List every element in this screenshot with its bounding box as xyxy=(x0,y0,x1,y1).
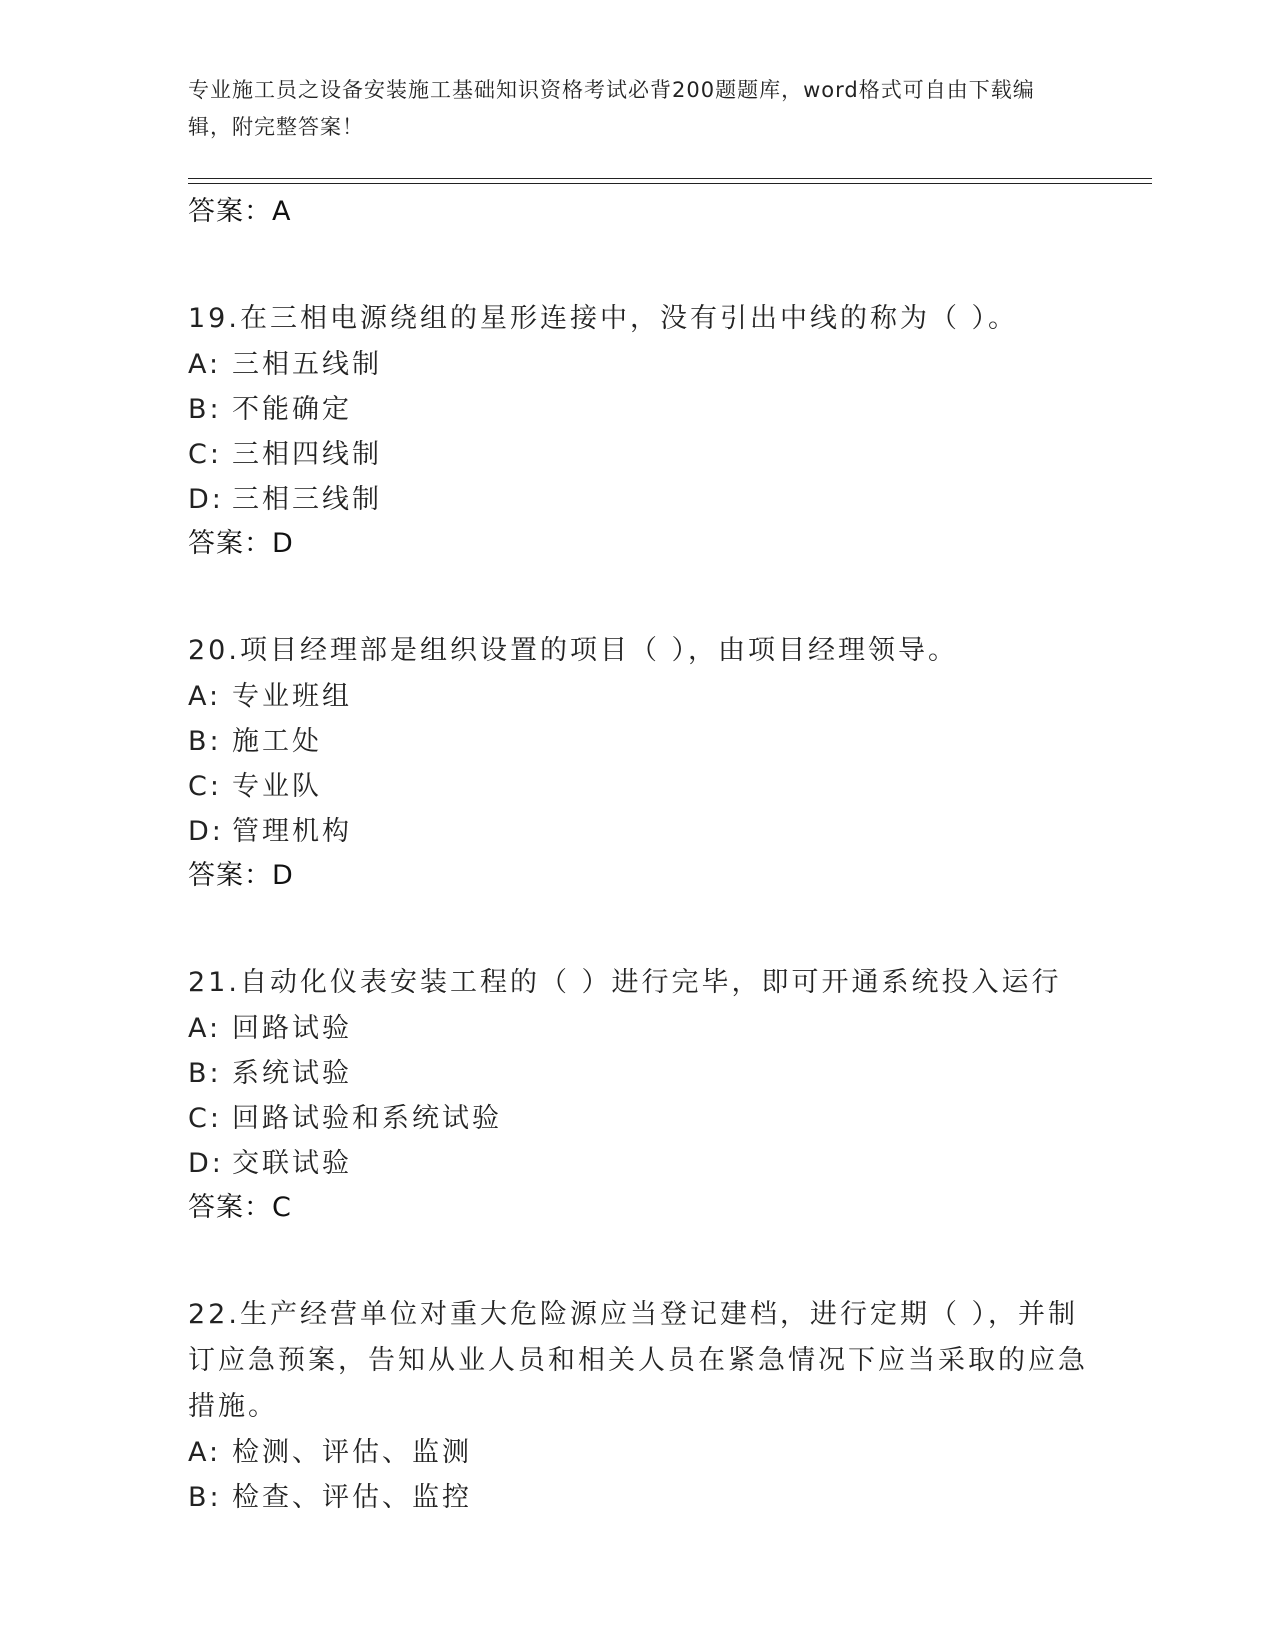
question-stem: 19.在三相电源绕组的星形连接中，没有引出中线的称为（ ）。 xyxy=(188,303,1019,334)
option-letter: C: xyxy=(188,439,222,470)
header-divider-bottom xyxy=(188,183,1152,184)
option-letter: D: xyxy=(188,484,224,515)
option-text: 检查、评估、监控 xyxy=(232,1482,472,1513)
option-a xyxy=(188,342,1088,387)
option-text: 检测、评估、监测 xyxy=(232,1437,472,1468)
option-text: 三相四线制 xyxy=(232,439,382,470)
option-letter: C: xyxy=(188,771,222,802)
option-a xyxy=(188,1430,1088,1475)
question-item xyxy=(188,1292,1088,1520)
answer-line: 答案：A xyxy=(188,196,292,227)
option-text: 专业队 xyxy=(232,771,322,802)
option-text: 回路试验 xyxy=(232,1013,352,1044)
option-d xyxy=(188,1141,1088,1186)
question-item xyxy=(188,628,1088,898)
question-item xyxy=(188,960,1088,1230)
option-b xyxy=(188,387,1088,432)
option-a xyxy=(188,1006,1088,1051)
option-d xyxy=(188,809,1088,854)
option-letter: B: xyxy=(188,726,222,757)
option-text: 三相五线制 xyxy=(232,349,382,380)
option-letter: B: xyxy=(188,1482,222,1513)
option-letter: C: xyxy=(188,1103,222,1134)
option-text: 不能确定 xyxy=(232,394,352,425)
option-d xyxy=(188,477,1088,522)
question-list xyxy=(188,190,1088,1520)
option-text: 交联试验 xyxy=(232,1148,352,1179)
option-letter: B: xyxy=(188,1058,222,1089)
option-c xyxy=(188,764,1088,809)
option-b xyxy=(188,719,1088,764)
option-text: 三相三线制 xyxy=(232,484,382,515)
option-letter: D: xyxy=(188,1148,224,1179)
header-divider-top xyxy=(188,178,1152,179)
option-letter: A: xyxy=(188,1437,222,1468)
header-text: 专业施工员之设备安装施工基础知识资格考试必背200题题库，word格式可自由下载编辑，附完整答案！ xyxy=(188,78,1035,139)
option-letter: A: xyxy=(188,681,222,712)
option-c xyxy=(188,1096,1088,1141)
option-c xyxy=(188,432,1088,477)
option-text: 回路试验和系统试验 xyxy=(232,1103,502,1134)
answer-line: 答案：C xyxy=(188,1192,292,1223)
question-stem: 22.生产经营单位对重大危险源应当登记建档，进行定期（ ），并制订应急预案，告知从业人员和相关人员在紧急情况下应当采取的应急措施。 xyxy=(188,1299,1088,1422)
answer-line: 答案：D xyxy=(188,860,294,891)
question-item xyxy=(188,296,1088,566)
option-letter: A: xyxy=(188,1013,222,1044)
option-letter: D: xyxy=(188,816,224,847)
option-letter: B: xyxy=(188,394,222,425)
option-text: 专业班组 xyxy=(232,681,352,712)
question-stem: 20.项目经理部是组织设置的项目（ ），由项目经理领导。 xyxy=(188,635,959,666)
option-text: 施工处 xyxy=(232,726,322,757)
document-header xyxy=(188,72,1068,146)
question-stem: 21.自动化仪表安装工程的（ ）进行完毕，即可开通系统投入运行 xyxy=(188,967,1062,998)
answer-line: 答案：D xyxy=(188,528,294,559)
option-b xyxy=(188,1051,1088,1096)
option-text: 管理机构 xyxy=(232,816,352,847)
option-a xyxy=(188,674,1088,719)
option-letter: A: xyxy=(188,349,222,380)
option-text: 系统试验 xyxy=(232,1058,352,1089)
option-b xyxy=(188,1475,1088,1520)
